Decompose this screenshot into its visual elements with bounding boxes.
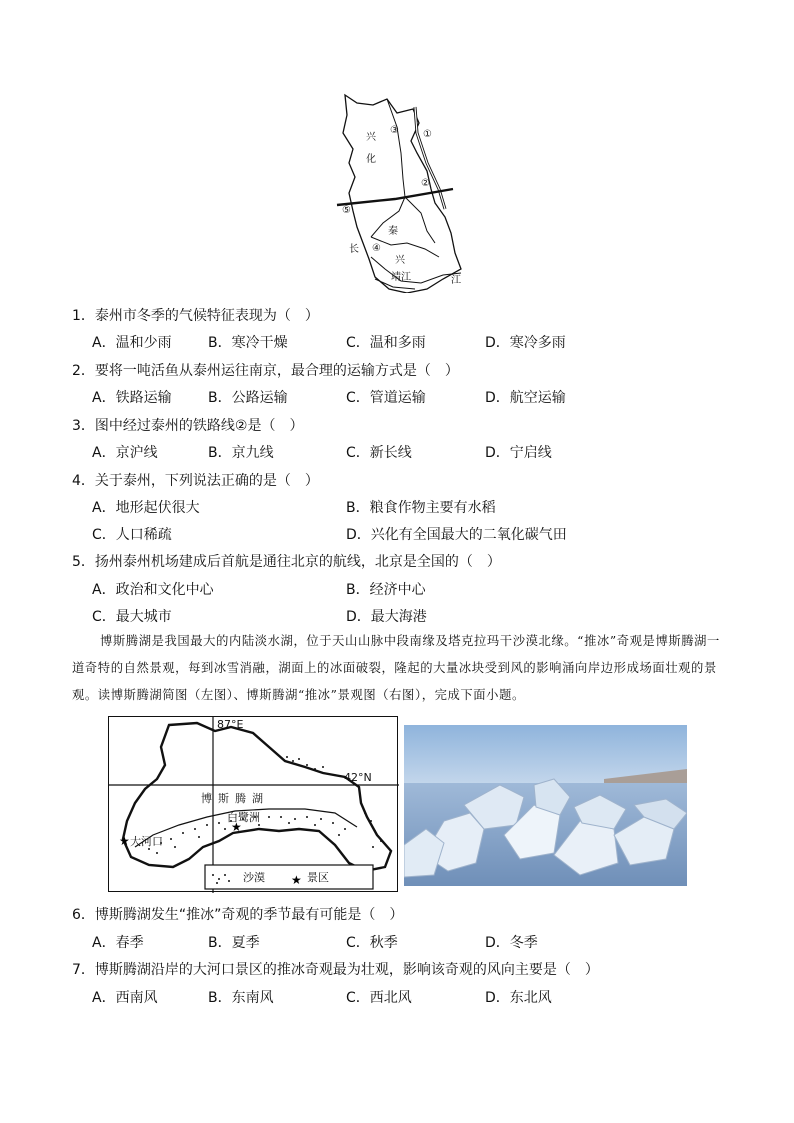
question-3: 3．图中经过泰州的铁路线②是（ ） bbox=[72, 418, 304, 434]
question-4: 4．关于泰州，下列说法正确的是（ ） bbox=[72, 473, 319, 489]
q3-option-d: D．宁启线 bbox=[485, 445, 552, 461]
q5-option-a: A．政治和文化中心 bbox=[92, 582, 214, 598]
lake-name-label: 博斯腾湖 bbox=[201, 792, 269, 805]
legend-scenic-label: 景区 bbox=[307, 871, 329, 884]
map-label-4: ④ bbox=[372, 243, 381, 254]
q2-option-b: B．公路运输 bbox=[208, 390, 288, 406]
taizhou-map bbox=[335, 93, 465, 293]
q3-option-b: B．京九线 bbox=[208, 445, 274, 461]
lon-label: 87°E bbox=[217, 718, 244, 731]
map-label-chang: 长 bbox=[349, 244, 359, 255]
map-label-3: ③ bbox=[390, 125, 399, 136]
q5-option-d: D．最大海港 bbox=[346, 609, 427, 625]
desert-dots bbox=[109, 717, 399, 893]
reading-passage: 博斯腾湖是我国最大的内陆淡水湖，位于天山山脉中段南缘及塔克拉玛干沙漠北缘。“推冰”奇观是博斯腾湖一道奇特的自然景观，每到冰雪消融，湖面上的冰面破裂，隆起的大量冰块受到风的影响涌向岸边形成场面壮观的景观。读博斯腾湖简图（左图）、博斯腾湖“推冰”景观图（右图），完成下面小题。 bbox=[72, 634, 720, 702]
legend-desert-label: 沙漠 bbox=[243, 871, 265, 884]
question-6: 6．博斯腾湖发生“推冰”奇观的季节最有可能是（ ） bbox=[72, 907, 404, 923]
map-label-jingjiang: 靖江 bbox=[391, 272, 411, 283]
map-label-hua: 化 bbox=[366, 154, 376, 165]
q2-option-c: C．管道运输 bbox=[346, 390, 426, 406]
q6-option-b: B．夏季 bbox=[208, 935, 260, 951]
q4-option-d: D．兴化有全国最大的二氧化碳气田 bbox=[346, 527, 567, 543]
map-label-2: ② bbox=[421, 178, 430, 189]
star-icon: ★ bbox=[231, 820, 242, 834]
bailuzhou-label: 白鹭洲 bbox=[227, 811, 260, 824]
q4-option-b: B．粮食作物主要有水稻 bbox=[346, 500, 496, 516]
q4-option-c: C．人口稀疏 bbox=[92, 527, 172, 543]
question-7: 7．博斯腾湖沿岸的大河口景区的推冰奇观最为壮观，影响该奇观的风向主要是（ ） bbox=[72, 962, 599, 978]
q1-option-b: B．寒冷干燥 bbox=[208, 335, 288, 351]
star-icon: ★ bbox=[291, 873, 302, 887]
ice-push-photo bbox=[404, 725, 687, 886]
q3-option-c: C．新长线 bbox=[346, 445, 412, 461]
q7-option-d: D．东北风 bbox=[485, 990, 552, 1006]
question-1: 1．泰州市冬季的气候特征表现为（ ） bbox=[72, 308, 319, 324]
q7-option-a: A．西南风 bbox=[92, 990, 158, 1006]
q2-option-a: A．铁路运输 bbox=[92, 390, 172, 406]
lat-label: 42°N bbox=[344, 771, 372, 784]
star-icon: ★ bbox=[119, 834, 130, 848]
question-2: 2．要将一吨活鱼从泰州运往南京，最合理的运输方式是（ ） bbox=[72, 363, 459, 379]
q1-option-c: C．温和多雨 bbox=[346, 335, 426, 351]
q7-option-c: C．西北风 bbox=[346, 990, 412, 1006]
q4-option-a: A．地形起伏很大 bbox=[92, 500, 200, 516]
q6-option-d: D．冬季 bbox=[485, 935, 538, 951]
q7-option-b: B．东南风 bbox=[208, 990, 274, 1006]
q5-option-b: B．经济中心 bbox=[346, 582, 426, 598]
q1-option-a: A．温和少雨 bbox=[92, 335, 172, 351]
bosten-lake-map bbox=[108, 716, 398, 892]
map-label-xing2: 兴 bbox=[395, 255, 405, 266]
q5-option-c: C．最大城市 bbox=[92, 609, 172, 625]
map-label-1: ① bbox=[423, 129, 432, 140]
question-5: 5．扬州泰州机场建成后首航是通往北京的航线，北京是全国的（ ） bbox=[72, 554, 501, 570]
map-label-jiang: 江 bbox=[451, 275, 461, 286]
q2-option-d: D．航空运输 bbox=[485, 390, 566, 406]
q6-option-a: A．春季 bbox=[92, 935, 144, 951]
q3-option-a: A．京沪线 bbox=[92, 445, 158, 461]
q1-option-d: D．寒冷多雨 bbox=[485, 335, 566, 351]
map-label-5: ⑤ bbox=[342, 205, 351, 216]
map-label-qin: 秦 bbox=[388, 226, 398, 237]
dahekou-label: 大河口 bbox=[130, 835, 163, 848]
q6-option-c: C．秋季 bbox=[346, 935, 398, 951]
map-label-xing: 兴 bbox=[366, 132, 376, 143]
